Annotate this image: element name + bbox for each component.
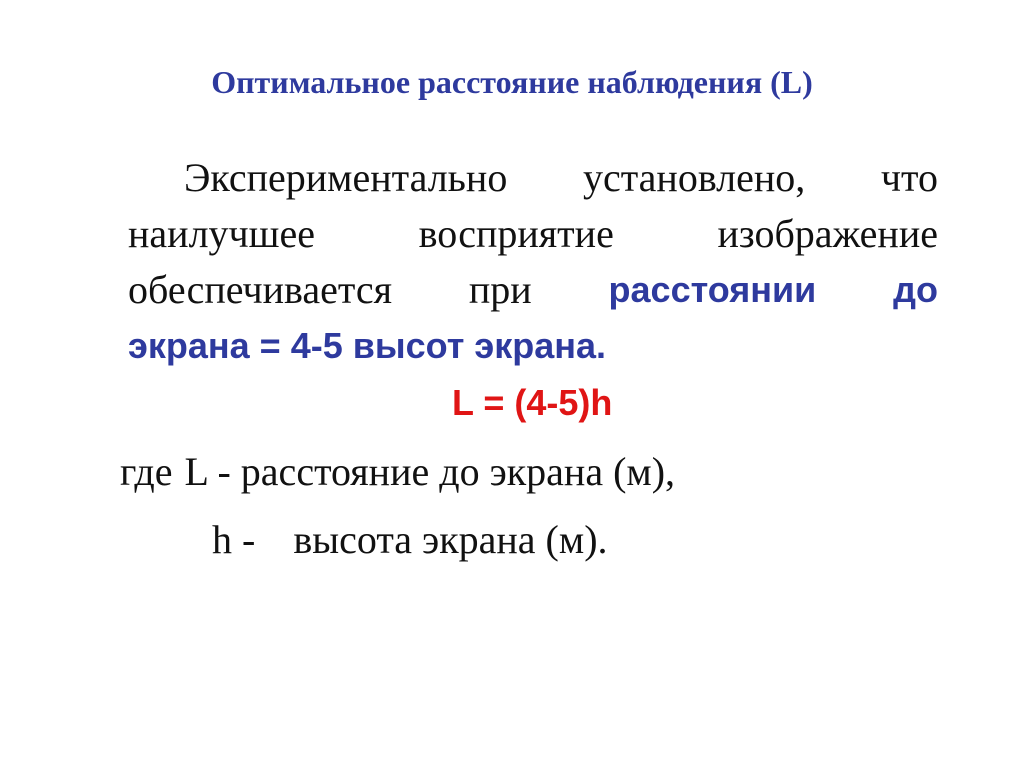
word: при	[468, 267, 532, 312]
L-symbol: L	[184, 449, 208, 494]
paragraph-line-1	[128, 150, 938, 206]
h-definition: высота экрана (м).	[293, 517, 608, 562]
paragraph-line-4	[128, 318, 938, 374]
definition-L	[120, 448, 675, 495]
formula: L = (4-5)h	[452, 382, 613, 423]
where-word: где	[120, 449, 173, 494]
emphasis-word: до	[893, 269, 938, 310]
paragraph-line-3	[128, 262, 938, 318]
word: установлено,	[582, 155, 806, 200]
word: Экспериментально	[184, 155, 508, 200]
word: изображение	[717, 211, 938, 256]
word: что	[880, 155, 938, 200]
emphasis-text: экрана = 4-5 высот экрана.	[128, 325, 607, 366]
definition-h	[212, 516, 608, 563]
word: наилучшее	[128, 211, 315, 256]
L-definition: - расстояние до экрана (м),	[217, 449, 676, 494]
word: обеспечивается	[128, 267, 393, 312]
emphasis-word: расстоянии	[608, 269, 817, 310]
paragraph-line-2	[128, 206, 938, 262]
word: восприятие	[418, 211, 614, 256]
h-symbol: h -	[212, 517, 256, 562]
slide-title: Оптимальное расстояние наблюдения (L)	[211, 64, 813, 100]
main-paragraph	[128, 150, 938, 374]
